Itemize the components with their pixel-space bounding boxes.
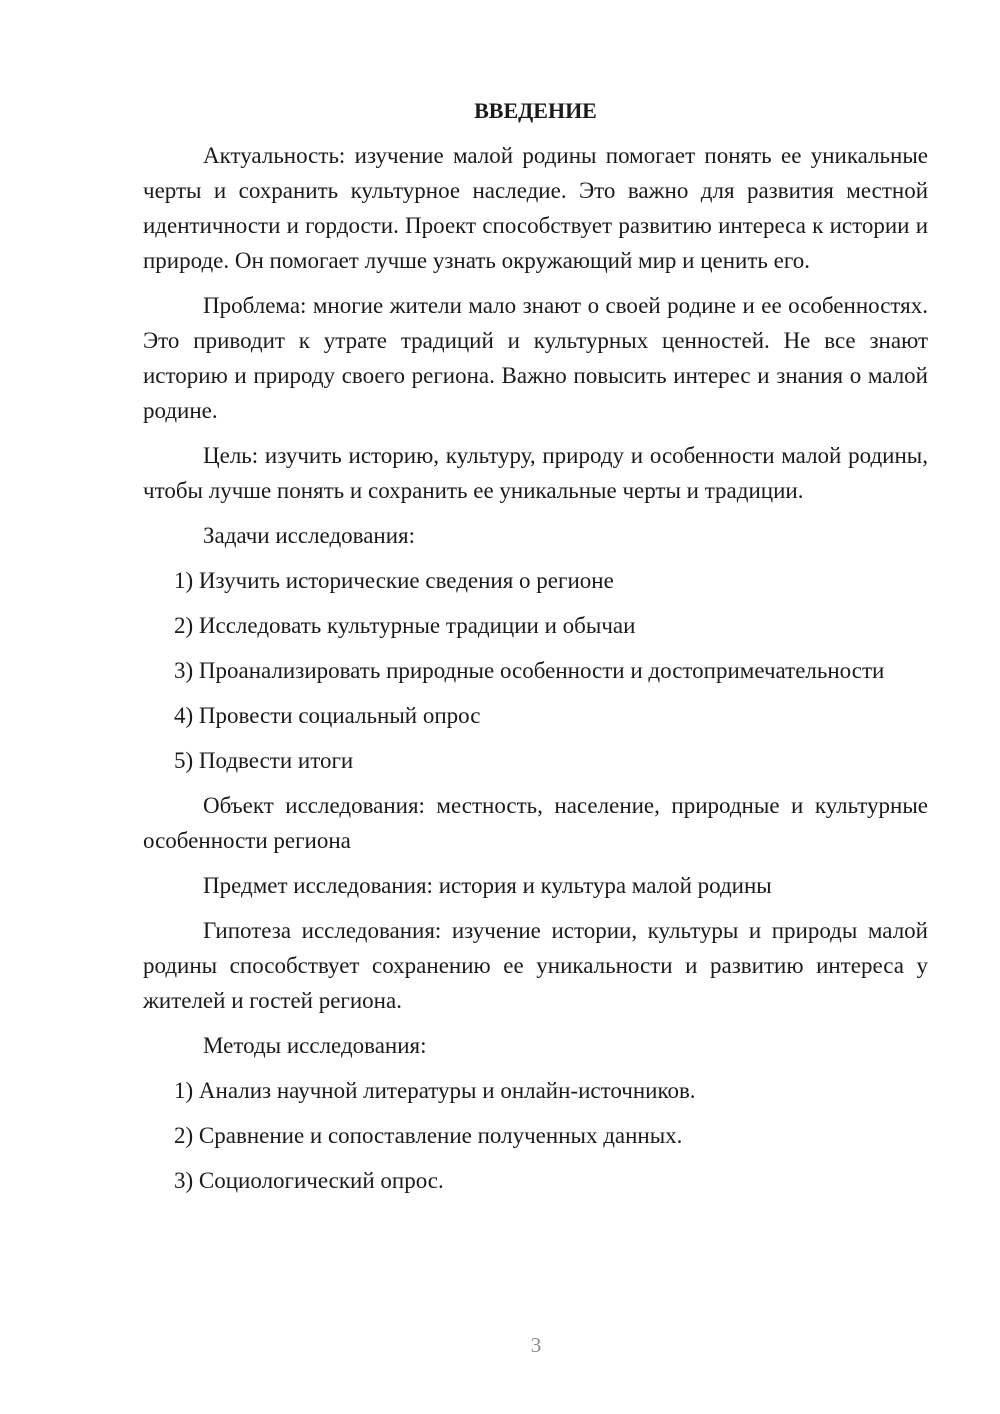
- task-item: 1) Изучить исторические сведения о регионе: [174, 568, 614, 593]
- task-item: 2) Исследовать культурные традиции и обычаи: [174, 613, 636, 638]
- method-item: 3) Социологический опрос.: [174, 1168, 444, 1193]
- task-item: 5) Подвести итоги: [174, 748, 354, 773]
- subject-paragraph: Предмет исследования: история и культура малой родины: [203, 873, 772, 898]
- page-content: [143, 93, 928, 1208]
- problem-paragraph: Проблема: многие жители мало знают о своей родине и ее особенностях. Это приводит к утрате традиций и культурных ценностей. Не все знают историю и природу своего региона. Важно повысить интерес и знания о малой родине.: [143, 293, 928, 423]
- method-item: 1) Анализ научной литературы и онлайн-источников.: [174, 1078, 696, 1103]
- section-title: ВВЕДЕНИЕ: [474, 98, 597, 123]
- hypothesis-paragraph: Гипотеза исследования: изучение истории, культуры и природы малой родины способствует сохранению ее уникальности и развитию интереса у жителей и гостей региона.: [143, 918, 928, 1013]
- methods-heading: Методы исследования:: [203, 1033, 427, 1058]
- task-item: 4) Провести социальный опрос: [174, 703, 481, 728]
- relevance-paragraph: Актуальность: изучение малой родины помогает понять ее уникальные черты и сохранить культурное наследие. Это важно для развития местной идентичности и гордости. Проект способствует развитию интереса к истории и природе. Он помогает лучше узнать окружающий мир и ценить его.: [143, 143, 928, 273]
- method-item: 2) Сравнение и сопоставление полученных данных.: [174, 1123, 683, 1148]
- goal-paragraph: Цель: изучить историю, культуру, природу и особенности малой родины, чтобы лучше понять и сохранить ее уникальные черты и традиции.: [143, 443, 928, 503]
- tasks-heading: Задачи исследования:: [203, 523, 416, 548]
- page-number: 3: [530, 1333, 542, 1357]
- object-paragraph: Объект исследования: местность, население, природные и культурные особенности региона: [143, 793, 928, 853]
- task-item: 3) Проанализировать природные особенности и достопримечательности: [174, 658, 885, 683]
